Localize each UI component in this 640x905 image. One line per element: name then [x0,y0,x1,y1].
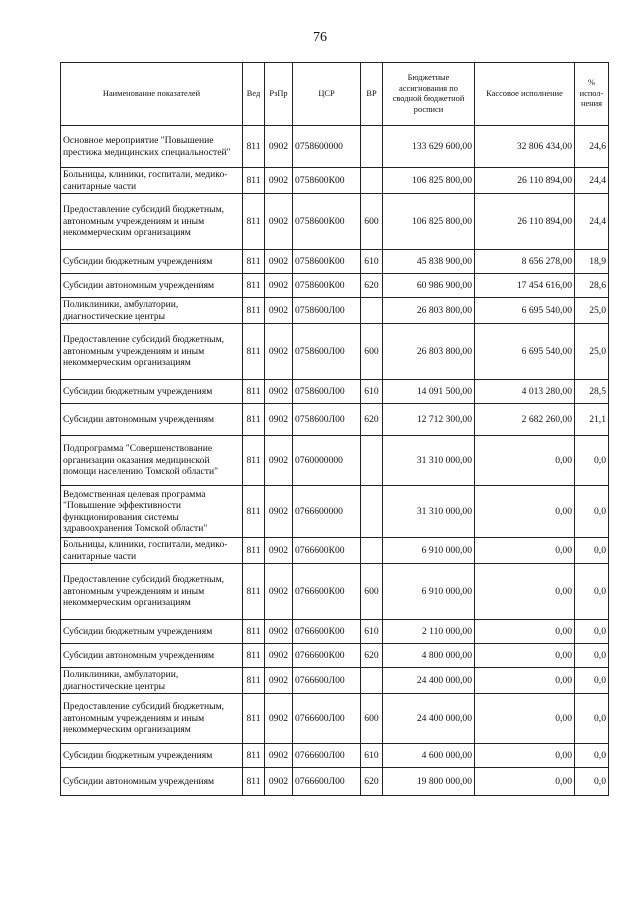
table-cell-ved: 811 [243,298,265,324]
table-cell-csr: 0766600Л00 [293,694,361,744]
table-cell-budget: 4 600 000,00 [383,744,475,768]
table-cell-budget: 60 986 900,00 [383,274,475,298]
table-cell-ved: 811 [243,644,265,668]
table-cell-budget: 24 400 000,00 [383,694,475,744]
table-cell-pct: 24,6 [575,126,609,168]
table-header-row [61,63,609,126]
table-cell-cash: 0,00 [475,768,575,796]
table-cell-csr: 0766600К00 [293,538,361,564]
table-cell-cash: 17 454 616,00 [475,274,575,298]
table-cell-rzpr: 0902 [265,644,293,668]
table-cell-pct: 28,6 [575,274,609,298]
table-cell-pct: 0,0 [575,620,609,644]
table-cell-vr [361,168,383,194]
table-cell-name: Субсидии бюджетным учреждениям [61,250,243,274]
table-cell-ved: 811 [243,744,265,768]
page-number: 76 [313,30,327,45]
table-cell-cash: 26 110 894,00 [475,168,575,194]
table-cell-cash: 8 656 278,00 [475,250,575,274]
table-cell-pct: 0,0 [575,538,609,564]
table-cell-cash: 32 806 434,00 [475,126,575,168]
table-cell-csr: 0766600Л00 [293,668,361,694]
table-row [61,168,609,194]
table-row [61,404,609,436]
table-cell-rzpr: 0902 [265,768,293,796]
table-cell-budget: 106 825 800,00 [383,168,475,194]
table-cell-ved: 811 [243,436,265,486]
table-cell-vr: 620 [361,644,383,668]
table-cell-csr: 0758600К00 [293,194,361,250]
header-budget: Бюджетные ассигнования по сводной бюджетной росписи [383,63,475,126]
table-cell-rzpr: 0902 [265,620,293,644]
header-ved: Вед [243,63,265,126]
table-cell-name: Ведомственная целевая программа "Повышение эффективности функционирования системы здравоохранения Томской области" [61,486,243,538]
table-cell-vr: 620 [361,274,383,298]
table-cell-cash: 0,00 [475,668,575,694]
table-cell-ved: 811 [243,404,265,436]
table-cell-rzpr: 0902 [265,404,293,436]
table-cell-rzpr: 0902 [265,436,293,486]
table-cell-budget: 26 803 800,00 [383,298,475,324]
table-cell-csr: 0766600000 [293,486,361,538]
table-row [61,486,609,538]
table-cell-name: Предоставление субсидий бюджетным, автономным учреждениям и иным некоммерческим организациям [61,194,243,250]
table-cell-name: Предоставление субсидий бюджетным, автономным учреждениям и иным некоммерческим организациям [61,564,243,620]
table-cell-cash: 0,00 [475,436,575,486]
table-cell-name: Субсидии автономным учреждениям [61,768,243,796]
table-cell-rzpr: 0902 [265,168,293,194]
table-cell-name: Основное мероприятие "Повышение престижа медицинских специальностей" [61,126,243,168]
header-pct: % испол-нения [575,63,609,126]
table-cell-csr: 0766600К00 [293,620,361,644]
table-cell-budget: 19 800 000,00 [383,768,475,796]
table-cell-vr [361,668,383,694]
table-cell-ved: 811 [243,486,265,538]
header-csr: ЦСР [293,63,361,126]
table-cell-pct: 28,5 [575,380,609,404]
table-body [61,126,609,796]
table-row [61,538,609,564]
table-row [61,380,609,404]
table-cell-pct: 0,0 [575,486,609,538]
table-cell-cash: 6 695 540,00 [475,324,575,380]
table-cell-name: Субсидии автономным учреждениям [61,274,243,298]
table-cell-rzpr: 0902 [265,538,293,564]
table-cell-name: Предоставление субсидий бюджетным, автономным учреждениям и иным некоммерческим организациям [61,324,243,380]
table-cell-budget: 31 310 000,00 [383,436,475,486]
table-cell-csr: 0758600К00 [293,274,361,298]
table-cell-vr [361,486,383,538]
table-cell-ved: 811 [243,668,265,694]
table-cell-cash: 0,00 [475,564,575,620]
table-cell-budget: 12 712 300,00 [383,404,475,436]
table-cell-csr: 0766600Л00 [293,768,361,796]
table-cell-cash: 0,00 [475,538,575,564]
table-cell-name: Субсидии бюджетным учреждениям [61,744,243,768]
table-cell-ved: 811 [243,168,265,194]
table-cell-ved: 811 [243,274,265,298]
table-cell-budget: 133 629 600,00 [383,126,475,168]
table-cell-pct: 18,9 [575,250,609,274]
table-cell-budget: 45 838 900,00 [383,250,475,274]
table-cell-rzpr: 0902 [265,250,293,274]
table-cell-vr: 610 [361,250,383,274]
table-cell-vr: 610 [361,744,383,768]
table-cell-vr: 610 [361,380,383,404]
table-cell-csr: 0766600Л00 [293,744,361,768]
table-cell-pct: 25,0 [575,324,609,380]
table-cell-rzpr: 0902 [265,564,293,620]
table-row [61,126,609,168]
header-rzpr: РзПр [265,63,293,126]
table-cell-budget: 31 310 000,00 [383,486,475,538]
table-cell-pct: 24,4 [575,194,609,250]
table-cell-budget: 26 803 800,00 [383,324,475,380]
header-cash: Кассовое исполнение [475,63,575,126]
table-row [61,744,609,768]
table-cell-rzpr: 0902 [265,744,293,768]
table-row [61,644,609,668]
table-cell-ved: 811 [243,324,265,380]
header-name: Наименование показателей [61,63,243,126]
table-cell-name: Субсидии бюджетным учреждениям [61,380,243,404]
table-cell-rzpr: 0902 [265,194,293,250]
table-cell-budget: 6 910 000,00 [383,538,475,564]
table-cell-csr: 0758600Л00 [293,298,361,324]
table-cell-pct: 0,0 [575,564,609,620]
table-cell-ved: 811 [243,620,265,644]
table-cell-name: Субсидии бюджетным учреждениям [61,620,243,644]
table-cell-vr: 600 [361,324,383,380]
table-cell-rzpr: 0902 [265,380,293,404]
table-cell-name: Субсидии автономным учреждениям [61,644,243,668]
table-cell-pct: 24,4 [575,168,609,194]
table-row [61,694,609,744]
table-cell-rzpr: 0902 [265,298,293,324]
table-row [61,250,609,274]
table-row [61,620,609,644]
table-cell-pct: 0,0 [575,436,609,486]
header-vr: ВР [361,63,383,126]
table-cell-budget: 4 800 000,00 [383,644,475,668]
table-cell-ved: 811 [243,694,265,744]
table-cell-rzpr: 0902 [265,274,293,298]
table-cell-vr [361,538,383,564]
table-cell-name: Больницы, клиники, госпитали, медико-санитарные части [61,168,243,194]
table-row [61,298,609,324]
table-cell-budget: 106 825 800,00 [383,194,475,250]
table-cell-csr: 0760000000 [293,436,361,486]
table-cell-pct: 21,1 [575,404,609,436]
table-cell-vr: 620 [361,768,383,796]
table-cell-csr: 0758600Л00 [293,404,361,436]
table-cell-rzpr: 0902 [265,668,293,694]
table-row [61,324,609,380]
table-cell-pct: 0,0 [575,694,609,744]
table-cell-ved: 811 [243,380,265,404]
table-row [61,768,609,796]
table-cell-name: Поликлиники, амбулатории, диагностические центры [61,668,243,694]
table-cell-name: Субсидии автономным учреждениям [61,404,243,436]
table-cell-csr: 0766600К00 [293,564,361,620]
table-cell-name: Подпрограмма "Совершенствование организации оказания медицинской помощи населению Томской области" [61,436,243,486]
table-cell-ved: 811 [243,126,265,168]
table-cell-cash: 0,00 [475,486,575,538]
table-cell-cash: 2 682 260,00 [475,404,575,436]
table-cell-cash: 26 110 894,00 [475,194,575,250]
table-cell-pct: 0,0 [575,668,609,694]
table-cell-cash: 0,00 [475,644,575,668]
table-cell-vr: 600 [361,694,383,744]
budget-table [60,62,609,796]
table-cell-cash: 0,00 [475,694,575,744]
table-cell-vr: 620 [361,404,383,436]
table-cell-ved: 811 [243,564,265,620]
table-cell-budget: 6 910 000,00 [383,564,475,620]
table-cell-csr: 0758600Л00 [293,380,361,404]
table-cell-csr: 0766600К00 [293,644,361,668]
table-cell-name: Предоставление субсидий бюджетным, автономным учреждениям и иным некоммерческим организациям [61,694,243,744]
table-cell-csr: 0758600К00 [293,250,361,274]
table-cell-ved: 811 [243,194,265,250]
table-cell-vr: 600 [361,564,383,620]
table-cell-pct: 25,0 [575,298,609,324]
table-cell-rzpr: 0902 [265,486,293,538]
table-row [61,274,609,298]
table-cell-rzpr: 0902 [265,324,293,380]
table-cell-csr: 0758600000 [293,126,361,168]
table-cell-rzpr: 0902 [265,694,293,744]
table-row [61,436,609,486]
table-row [61,194,609,250]
table-cell-cash: 6 695 540,00 [475,298,575,324]
table-cell-csr: 0758600К00 [293,168,361,194]
table-cell-cash: 4 013 280,00 [475,380,575,404]
table-cell-csr: 0758600Л00 [293,324,361,380]
table-cell-budget: 2 110 000,00 [383,620,475,644]
table-cell-pct: 0,0 [575,744,609,768]
table-cell-name: Поликлиники, амбулатории, диагностические центры [61,298,243,324]
table-row [61,564,609,620]
table-cell-name: Больницы, клиники, госпитали, медико-санитарные части [61,538,243,564]
table-cell-vr [361,126,383,168]
table-cell-budget: 14 091 500,00 [383,380,475,404]
table-cell-pct: 0,0 [575,768,609,796]
table-cell-ved: 811 [243,250,265,274]
table-cell-ved: 811 [243,538,265,564]
table-cell-rzpr: 0902 [265,126,293,168]
table-cell-vr [361,298,383,324]
table-cell-vr [361,436,383,486]
table-cell-vr: 600 [361,194,383,250]
table-cell-pct: 0,0 [575,644,609,668]
table-cell-vr: 610 [361,620,383,644]
table-cell-ved: 811 [243,768,265,796]
table-cell-budget: 24 400 000,00 [383,668,475,694]
table-row [61,668,609,694]
table-cell-cash: 0,00 [475,620,575,644]
table-cell-cash: 0,00 [475,744,575,768]
